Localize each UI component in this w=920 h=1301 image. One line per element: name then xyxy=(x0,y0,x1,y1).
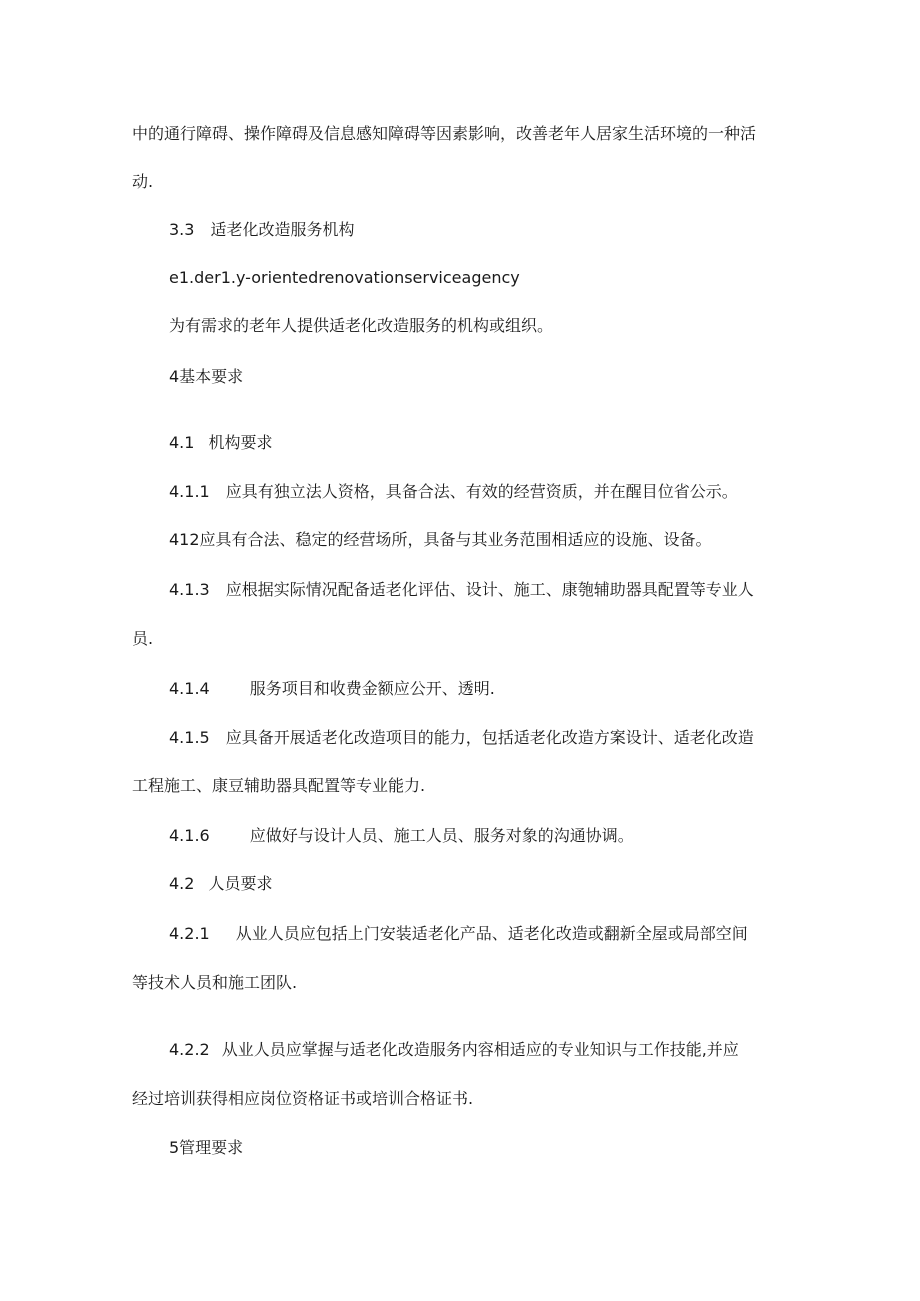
section-heading xyxy=(169,220,354,240)
clause-number: 4.1.5 xyxy=(169,728,210,747)
chapter-title: 4基本要求 xyxy=(169,367,244,386)
section-title: 人员要求 xyxy=(208,874,273,893)
paragraph-text: 动. xyxy=(132,172,154,191)
paragraph-line xyxy=(132,124,756,144)
section-heading xyxy=(169,433,272,453)
chapter-heading xyxy=(169,1138,243,1158)
clause-number: 4.1.4 xyxy=(169,679,210,698)
clause-line xyxy=(169,1040,739,1060)
english-term-text: e1.der1.y-orientedrenovationserviceagency xyxy=(169,268,520,287)
english-term xyxy=(169,268,520,288)
section-heading xyxy=(169,874,272,894)
paragraph-line xyxy=(132,172,153,192)
paragraph-text: 员. xyxy=(132,629,154,648)
paragraph-text: 经过培训获得相应岗位资格证书或培训合格证书. xyxy=(132,1089,474,1108)
clause-line xyxy=(169,826,634,846)
clause-text: 从业人员应掌握与适老化改造服务内容相适应的专业知识与工作技能,并应 xyxy=(221,1040,739,1059)
clause-line xyxy=(169,482,738,502)
section-title: 机构要求 xyxy=(208,433,273,452)
clause-text: 应根据实际情况配备适老化评估、设计、施工、康匏辅助器具配置等专业人 xyxy=(225,580,754,599)
clause-number: 4.1.1 xyxy=(169,482,210,501)
paragraph-line xyxy=(132,1089,473,1109)
paragraph-text: 中的通行障碍、操作障碍及信息感知障碍等因素影响，改善老年人居家生活环境的一种活 xyxy=(132,124,757,143)
clause-line xyxy=(169,728,754,748)
section-number: 3.3 xyxy=(169,220,195,239)
chapter-title: 5管理要求 xyxy=(169,1138,244,1157)
paragraph-line xyxy=(132,776,425,796)
clause-number: 4.2.1 xyxy=(169,924,210,943)
paragraph-line xyxy=(132,973,297,993)
paragraph-text: 工程施工、康豆辅助器具配置等专业能力. xyxy=(132,776,426,795)
clause-text: 应具有独立法人资格，具备合法、有效的经营资质，并在醒目位省公示。 xyxy=(225,482,738,501)
clause-line xyxy=(169,580,754,600)
clause-number: 4.2.2 xyxy=(169,1040,210,1059)
paragraph-text: 等技术人员和施工团队. xyxy=(132,973,298,992)
definition-line xyxy=(169,316,553,336)
clause-text: 服务项目和收费金额应公开、透明. xyxy=(249,679,495,698)
clause-number: 4.1.6 xyxy=(169,826,210,845)
section-number: 4.2 xyxy=(169,874,195,893)
clause-line xyxy=(169,924,748,944)
definition-text: 为有需求的老年人提供适老化改造服务的机构或组织。 xyxy=(169,316,554,335)
clause-text: 应具备开展适老化改造项目的能力，包括适老化改造方案设计、适老化改造 xyxy=(225,728,754,747)
clause-number: 4.1.3 xyxy=(169,580,210,599)
clause-text: 412应具有合法、稳定的经营场所，具备与其业务范围相适应的设施、设备。 xyxy=(169,530,712,549)
section-number: 4.1 xyxy=(169,433,195,452)
paragraph-line xyxy=(132,629,153,649)
clause-text: 从业人员应包括上门安装适老化产品、适老化改造或翻新全屋或局部空间 xyxy=(235,924,748,943)
chapter-heading xyxy=(169,367,243,387)
clause-text: 应做好与设计人员、施工人员、服务对象的沟通协调。 xyxy=(249,826,634,845)
clause-line xyxy=(169,530,712,550)
clause-line xyxy=(169,679,495,699)
section-title: 适老化改造服务机构 xyxy=(210,220,355,239)
